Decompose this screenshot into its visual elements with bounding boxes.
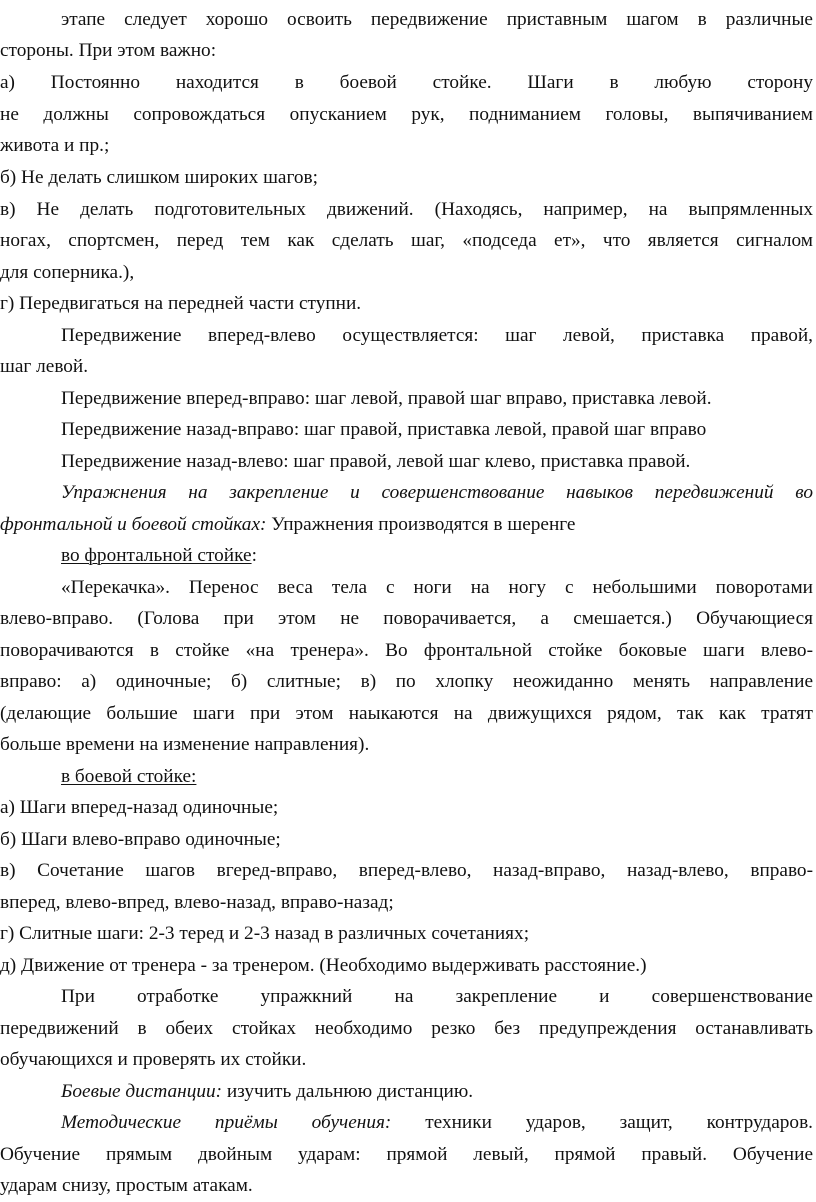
text-line: Передвижение вперед-вправо: шаг левой, правой шаг вправо, приставка левой.	[61, 388, 712, 409]
text-line: Обучение прямым двойным ударам: прямой левый, прямой правый. Обучение	[0, 1144, 813, 1165]
text-line: Передвижение вперед-влево осуществляется: шаг левой, приставка правой,	[61, 325, 813, 346]
teaching-methods-label: Методические приёмы обучения:	[61, 1112, 392, 1133]
colon: :	[251, 545, 257, 566]
formation-note: Упражнения производятся в шеренге	[266, 514, 576, 535]
text-line: живота и пр.;	[0, 135, 110, 156]
text-line: больше времени на изменение направления).	[0, 734, 370, 755]
text-line: шаг левой.	[0, 356, 89, 377]
text-line: в) Не делать подготовительных движений. (Находясь, например, на выпрямленных	[0, 199, 813, 220]
text-line: вперед, влево-впред, влево-назад, вправо-назад;	[0, 892, 394, 913]
combat-distances-label: Боевые дистанции:	[61, 1081, 223, 1102]
text-line	[61, 1107, 813, 1139]
text-line: б) Не делать слишком широких шагов;	[0, 167, 318, 188]
text-line: стороны. При этом важно:	[0, 40, 217, 61]
text-line	[0, 509, 813, 541]
text-line: не должны сопровождаться опусканием рук, подниманием головы, выпячиванием	[0, 104, 813, 125]
text-line: При отработке упражкний на закрепление и совершенствование	[61, 986, 813, 1007]
combat-distances-text: изучить дальнюю дистанцию.	[222, 1081, 474, 1102]
text-line: а) Шаги вперед-назад одиночные;	[0, 797, 279, 818]
text-line: Передвижение назад-вправо: шаг правой, приставка левой, правой шаг вправо	[61, 419, 707, 440]
text-line: «Перекачка». Перенос веса тела с ноги на ногу с небольшими поворотами	[61, 577, 813, 598]
text-line: передвижений в обеих стойках необходимо резко без предупреждения останавливать	[0, 1018, 813, 1039]
text-line: Передвижение назад-влево: шаг правой, левой шаг клево, приставка правой.	[61, 451, 691, 472]
text-line	[61, 1076, 813, 1108]
combat-stance-label: в боевой стойке:	[61, 766, 197, 787]
text-line: г) Передвигаться на передней части ступни.	[0, 293, 362, 314]
text-line: влево-вправо. (Голова при этом не поворачивается, а смешается.) Обучающиеся	[0, 608, 813, 629]
text-line: обучающихся и проверять их стойки.	[0, 1049, 307, 1070]
text-line: ногах, спортсмен, перед тем как сделать шаг, «подседа ет», что является сигналом	[0, 230, 813, 251]
text-line: вправо: а) одиночные; б) слитные; в) по хлопку неожиданно менять направление	[0, 671, 813, 692]
text-line: ударам снизу, простым атакам.	[0, 1175, 253, 1196]
exercises-heading-end: фронтальной и боевой стойках:	[0, 514, 267, 535]
text-line: б) Шаги влево-вправо одиночные;	[0, 829, 281, 850]
frontal-stance-heading	[61, 540, 813, 572]
teaching-methods-text: техники ударов, защит, контрударов.	[391, 1112, 813, 1133]
text-line: г) Слитные шаги: 2-3 теред и 2-3 назад в различных сочетаниях;	[0, 923, 530, 944]
frontal-stance-label: во фронтальной стойке	[61, 545, 252, 566]
text-line: д) Движение от тренера - за тренером. (Необходимо выдерживать расстояние.)	[0, 955, 647, 976]
text-line: в) Сочетание шагов вгеред-вправо, вперед-влево, назад-вправо, назад-влево, вправо-	[0, 860, 813, 881]
combat-stance-heading	[61, 761, 813, 793]
text-line: для соперника.),	[0, 262, 135, 283]
text-line: этапе следует хорошо освоить передвижение приставным шагом в различные	[61, 9, 813, 30]
text-line: а) Постоянно находится в боевой стойке. Шаги в любую сторону	[0, 72, 813, 93]
exercises-heading: Упражнения на закрепление и совершенствование навыков передвижений во	[61, 482, 813, 503]
text-line: поворачиваются в стойке «на тренера». Во фронтальной стойке боковые шаги влево-	[0, 640, 813, 661]
text-line: (делающие большие шаги при этом наыкаются на движущихся рядом, так как тратят	[0, 703, 813, 724]
